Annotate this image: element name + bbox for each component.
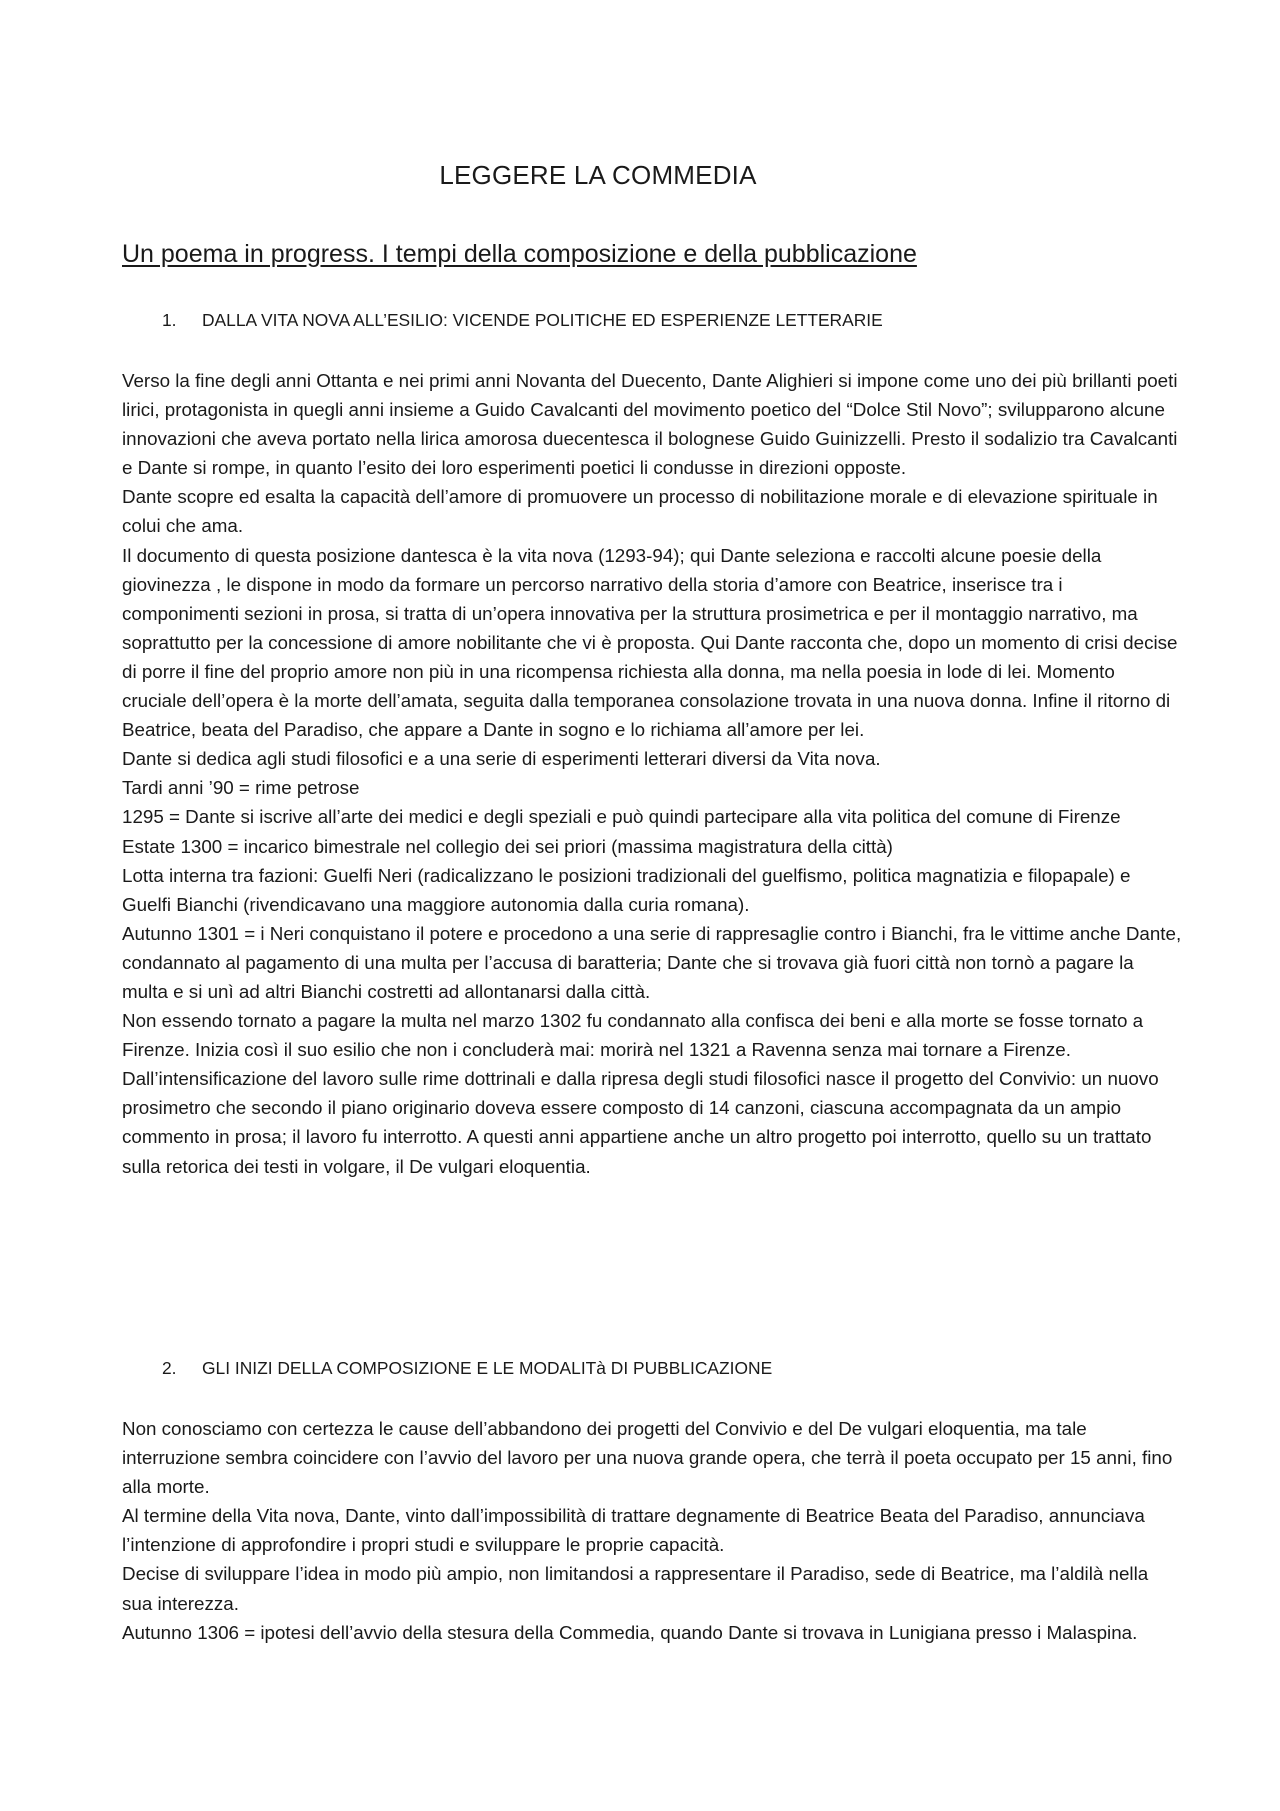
document-subtitle: Un poema in progress. I tempi della composizione e della pubblicazione	[122, 240, 917, 268]
paragraph: Tardi anni ’90 = rime petrose	[122, 777, 360, 799]
section-2-body	[122, 1414, 1182, 1647]
paragraph: 1295 = Dante si iscrive all’arte dei medici e degli speziali e può quindi partecipare alla vita politica del comune di Firenze	[122, 806, 1121, 828]
paragraph: Dante si dedica agli studi filosofici e a una serie di esperimenti letterari diversi da Vita nova.	[122, 748, 881, 770]
section-1-body	[122, 366, 1182, 1181]
paragraph: Il documento di questa posizione dantesca è la vita nova (1293-94); qui Dante seleziona e raccolti alcune poesie della giovinezza , le dispone in modo da formare un percorso narrativo della storia d’amore con Beatrice, inserisce tra i componimenti sezioni in prosa, si tratta di un’opera innovativa per la struttura prosimetrica e per il montaggio narrativo, ma soprattutto per la concessione di amore nobilitante che vi è proposta. Qui Dante racconta che, dopo un momento di crisi decise di porre il fine del proprio amore non più in una ricompensa richiesta alla donna, ma nella poesia in lode di lei. Momento cruciale dell’opera è la morte dell’amata, seguita dalla temporanea consolazione trovata in una nuova donna. Infine il ritorno di Beatrice, beata del Paradiso, che appare a Dante in sogno e lo richiama all’amore per lei.	[122, 544, 1178, 741]
paragraph: Dante scopre ed esalta la capacità dell’amore di promuovere un processo di nobilitazione morale e di elevazione spirituale in colui che ama.	[122, 486, 1158, 537]
paragraph: Al termine della Vita nova, Dante, vinto dall’impossibilità di trattare degnamente di Beatrice Beata del Paradiso, annunciava l’intenzione di approfondire i propri studi e sviluppare le proprie capacità.	[122, 1505, 1145, 1556]
section-heading-1	[162, 310, 883, 331]
section-number: 2.	[162, 1358, 177, 1378]
document-title: LEGGERE LA COMMEDIA	[439, 160, 757, 190]
paragraph: Lotta interna tra fazioni: Guelfi Neri (radicalizzano le posizioni tradizionali del guelfismo, politica magnatizia e filopapale) e Guelfi Bianchi (rivendicavano una maggiore autonomia dalla curia romana).	[122, 864, 1131, 915]
paragraph: Non conosciamo con certezza le cause dell’abbandono dei progetti del Convivio e del De vulgari eloquentia, ma tale interruzione sembra coincidere con l’avvio del lavoro per una nuova grande opera, che terrà il poeta occupato per 15 anni, fino alla morte.	[122, 1418, 1173, 1498]
section-heading-2	[162, 1358, 772, 1379]
paragraph: Estate 1300 = incarico bimestrale nel collegio dei sei priori (massima magistratura della città)	[122, 835, 893, 857]
paragraph: Verso la fine degli anni Ottanta e nei primi anni Novanta del Duecento, Dante Alighieri si impone come uno dei più brillanti poeti lirici, protagonista in quegli anni insieme a Guido Cavalcanti del movimento poetico del “Dolce Stil Novo”; svilupparono alcune innovazioni che aveva portato nella lirica amorosa duecentesca il bolognese Guido Guinizzelli. Presto il sodalizio tra Cavalcanti e Dante si rompe, in quanto l’esito dei loro esperimenti poetici li condusse in direzioni opposte.	[122, 370, 1178, 479]
paragraph: Autunno 1301 = i Neri conquistano il potere e procedono a una serie di rappresaglie contro i Bianchi, fra le vittime anche Dante, condannato al pagamento di una multa per l’accusa di baratteria; Dante che si trovava già fuori città non tornò a pagare la multa e si unì ad altri Bianchi costretti ad allontanarsi dalla città.	[122, 922, 1182, 1002]
paragraph: Non essendo tornato a pagare la multa nel marzo 1302 fu condannato alla confisca dei beni e alla morte se fosse tornato a Firenze. Inizia così il suo esilio che non i concluderà mai: morirà nel 1321 a Ravenna senza mai tornare a Firenze.	[122, 1010, 1144, 1061]
paragraph: Decise di sviluppare l’idea in modo più ampio, non limitandosi a rappresentare il Paradiso, sede di Beatrice, ma l’aldilà nella sua interezza.	[122, 1563, 1149, 1614]
section-number: 1.	[162, 310, 177, 330]
section-title: GLI INIZI DELLA COMPOSIZIONE E LE MODALITà DI PUBBLICAZIONE	[202, 1358, 773, 1378]
paragraph: Dall’intensificazione del lavoro sulle rime dottrinali e dalla ripresa degli studi filosofici nasce il progetto del Convivio: un nuovo prosimetro che secondo il piano originario doveva essere composto di 14 canzoni, ciascuna accompagnata da un ampio commento in prosa; il lavoro fu interrotto. A questi anni appartiene anche un altro progetto poi interrotto, quello su un trattato sulla retorica dei testi in volgare, il De vulgari eloquentia.	[122, 1068, 1159, 1177]
paragraph: Autunno 1306 = ipotesi dell’avvio della stesura della Commedia, quando Dante si trovava in Lunigiana presso i Malaspina.	[122, 1621, 1138, 1643]
section-title: DALLA VITA NOVA ALL’ESILIO: VICENDE POLITICHE ED ESPERIENZE LETTERARIE	[202, 310, 883, 330]
